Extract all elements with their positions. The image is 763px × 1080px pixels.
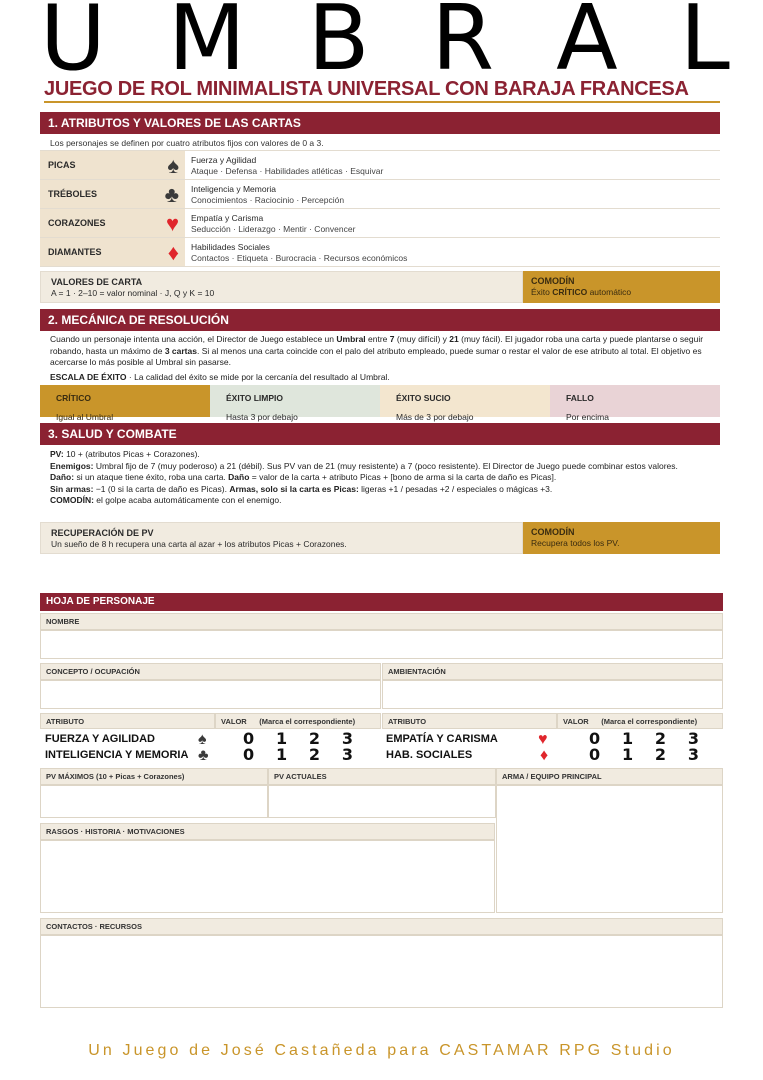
weapon-label: ARMA / EQUIPO PRINCIPAL bbox=[496, 768, 723, 785]
suits-table bbox=[40, 150, 720, 267]
suit-row-treboles bbox=[40, 180, 720, 209]
suit-name: DIAMANTES bbox=[48, 247, 102, 257]
attr-header: ATRIBUTO bbox=[40, 713, 215, 729]
concept-label: CONCEPTO / OCUPACIÓN bbox=[40, 663, 381, 680]
setting-label: AMBIENTACIÓN bbox=[382, 663, 723, 680]
social-value-selector[interactable]: 0 1 2 3 bbox=[589, 745, 699, 764]
recovery-label: RECUPERACIÓN DE PV bbox=[51, 528, 154, 538]
spade-icon: ♠ bbox=[198, 731, 207, 748]
suit-row-diamantes bbox=[40, 238, 720, 267]
suit-skills: Seducción · Liderazgo · Mentir · Convencer bbox=[191, 224, 356, 234]
weapon-field[interactable] bbox=[496, 785, 723, 913]
suit-skills: Contactos · Etiqueta · Burocracia · Recursos económicos bbox=[191, 253, 408, 263]
section-1-intro: Los personajes se definen por cuatro atributos fijos con valores de 0 a 3. bbox=[50, 138, 324, 148]
brand-letter: B bbox=[307, 0, 370, 91]
value-header: VALOR (Marca el correspondiente) bbox=[557, 713, 723, 729]
heart-icon: ♥ bbox=[538, 731, 548, 748]
character-sheet-header: HOJA DE PERSONAJE bbox=[40, 593, 723, 611]
suit-row-corazones bbox=[40, 209, 720, 238]
brand-letter: A bbox=[556, 0, 618, 91]
diamond-icon: ♦ bbox=[167, 240, 179, 265]
resolution-paragraph: Cuando un personaje intenta una acción, el Director de Juego establece un Umbral entre 7 (muy difícil) y 21 (muy fácil). El jugador roba una carta y puede plantarse o seguir robando, hasta un máximo de 3 cartas. Si al menos una carta coincide con el palo del atributo empleado, puede sumar o restar el valor de ese atributo al total. El objetivo es acercarse lo más posible al Umbral sin pasarse. bbox=[50, 334, 704, 367]
suit-name: PICAS bbox=[48, 160, 76, 170]
joker-text: Éxito CRÍTICO automático bbox=[531, 287, 632, 297]
contacts-field[interactable] bbox=[40, 935, 723, 1008]
attr-intelligence: INTELIGENCIA Y MEMORIA bbox=[45, 749, 189, 761]
suit-name: CORAZONES bbox=[48, 218, 106, 228]
scale-failure: FALLO Por encima bbox=[550, 385, 720, 417]
pv-max-label: PV MÁXIMOS (10 + Picas + Corazones) bbox=[40, 768, 268, 785]
suit-skills: Conocimientos · Raciocinio · Percepción bbox=[191, 195, 345, 205]
subtitle: JUEGO DE ROL MINIMALISTA UNIVERSAL CON BARAJA FRANCESA bbox=[44, 78, 689, 100]
scale-clean-success: ÉXITO LIMPIO Hasta 3 por debajo bbox=[210, 385, 380, 417]
value-header: VALOR (Marca el correspondiente) bbox=[215, 713, 381, 729]
traits-field[interactable] bbox=[40, 840, 495, 913]
card-values-text: A = 1 · 2–10 = valor nominal · J, Q y K = 10 bbox=[51, 288, 215, 298]
name-label: NOMBRE bbox=[40, 613, 723, 630]
attr-strength: FUERZA Y AGILIDAD bbox=[45, 733, 156, 745]
recovery-joker-label: COMODÍN bbox=[531, 527, 575, 537]
section-1-header: 1. ATRIBUTOS Y VALORES DE LAS CARTAS bbox=[40, 112, 720, 134]
title-divider bbox=[44, 101, 720, 103]
joker-label: COMODÍN bbox=[531, 276, 575, 286]
intelligence-value-selector[interactable]: 0 1 2 3 bbox=[243, 745, 353, 764]
setting-field[interactable] bbox=[382, 680, 723, 709]
pv-current-field[interactable] bbox=[268, 785, 496, 818]
scale-critical: CRÍTICO Igual al Umbral bbox=[40, 385, 210, 417]
brand-letter: R bbox=[431, 0, 495, 91]
brand-letter: L bbox=[679, 0, 730, 91]
empathy-value-selector[interactable]: 0 1 2 3 bbox=[589, 729, 699, 748]
recovery-text: Un sueño de 8 h recupera una carta al azar + los atributos Picas + Corazones. bbox=[51, 539, 347, 549]
success-scale-intro: ESCALA DE ÉXITO · La calidad del éxito se mide por la cercanía del resultado al Umbral. bbox=[50, 372, 390, 382]
heart-icon: ♥ bbox=[165, 211, 179, 236]
scale-dirty-success: ÉXITO SUCIO Más de 3 por debajo bbox=[380, 385, 550, 417]
card-values-label: VALORES DE CARTA bbox=[51, 277, 143, 287]
footer-credit: Un Juego de José Castañeda para CASTAMAR RPG Studio bbox=[88, 1042, 675, 1059]
traits-label: RASGOS · HISTORIA · MOTIVACIONES bbox=[40, 823, 495, 840]
club-icon: ♣ bbox=[198, 747, 209, 764]
contacts-label: CONTACTOS · RECURSOS bbox=[40, 918, 723, 935]
pv-current-label: PV ACTUALES bbox=[268, 768, 496, 785]
club-icon: ♣ bbox=[164, 182, 179, 207]
attr-header: ATRIBUTO bbox=[382, 713, 557, 729]
suit-name: TRÉBOLES bbox=[48, 189, 98, 199]
spade-icon: ♠ bbox=[167, 153, 179, 178]
suit-title: Habilidades Sociales bbox=[191, 242, 270, 252]
section-2-header: 2. MECÁNICA DE RESOLUCIÓN bbox=[40, 309, 720, 331]
brand-letter: M bbox=[167, 0, 246, 91]
diamond-icon: ♦ bbox=[540, 747, 549, 764]
attr-empathy: EMPATÍA Y CARISMA bbox=[386, 733, 498, 745]
brand-letter: U bbox=[40, 0, 106, 91]
suit-row-picas bbox=[40, 151, 720, 180]
pv-max-field[interactable] bbox=[40, 785, 268, 818]
suit-title: Fuerza y Agilidad bbox=[191, 155, 257, 165]
suit-skills: Ataque · Defensa · Habilidades atléticas · Esquivar bbox=[191, 166, 384, 176]
recovery-box bbox=[40, 522, 720, 554]
name-field[interactable] bbox=[40, 630, 723, 659]
attr-social: HAB. SOCIALES bbox=[386, 749, 473, 761]
recovery-joker-text: Recupera todos los PV. bbox=[531, 538, 620, 548]
section-3-header: 3. SALUD Y COMBATE bbox=[40, 423, 720, 445]
strength-value-selector[interactable]: 0 1 2 3 bbox=[243, 729, 353, 748]
suit-title: Inteligencia y Memoria bbox=[191, 184, 277, 194]
success-scale bbox=[40, 385, 720, 422]
suit-title: Empatía y Carisma bbox=[191, 213, 264, 223]
card-values-box bbox=[40, 271, 720, 303]
combat-rules: PV: 10 + (atributos Picas + Corazones). Enemigos: Umbral fijo de 7 (muy poderoso) a 21 (débil). Sus PV van de 21 (muy resistente) a 7 (poco resistente). El Director de Juego puede combinar estos valores. Daño: si un ataque tiene éxito, roba una carta. Daño = valor de la carta + atributo Picas + [bono de arma si la carta de daño es Picas]. Sin armas: −1 (0 si la carta de daño es Picas). Armas, solo si la carta es Picas: ligeras +1 / pesadas +2 / especiales o mágicas +3. COMODÍN: el golpe acaba automáticamente con el enemigo. bbox=[50, 449, 678, 505]
concept-field[interactable] bbox=[40, 680, 381, 709]
